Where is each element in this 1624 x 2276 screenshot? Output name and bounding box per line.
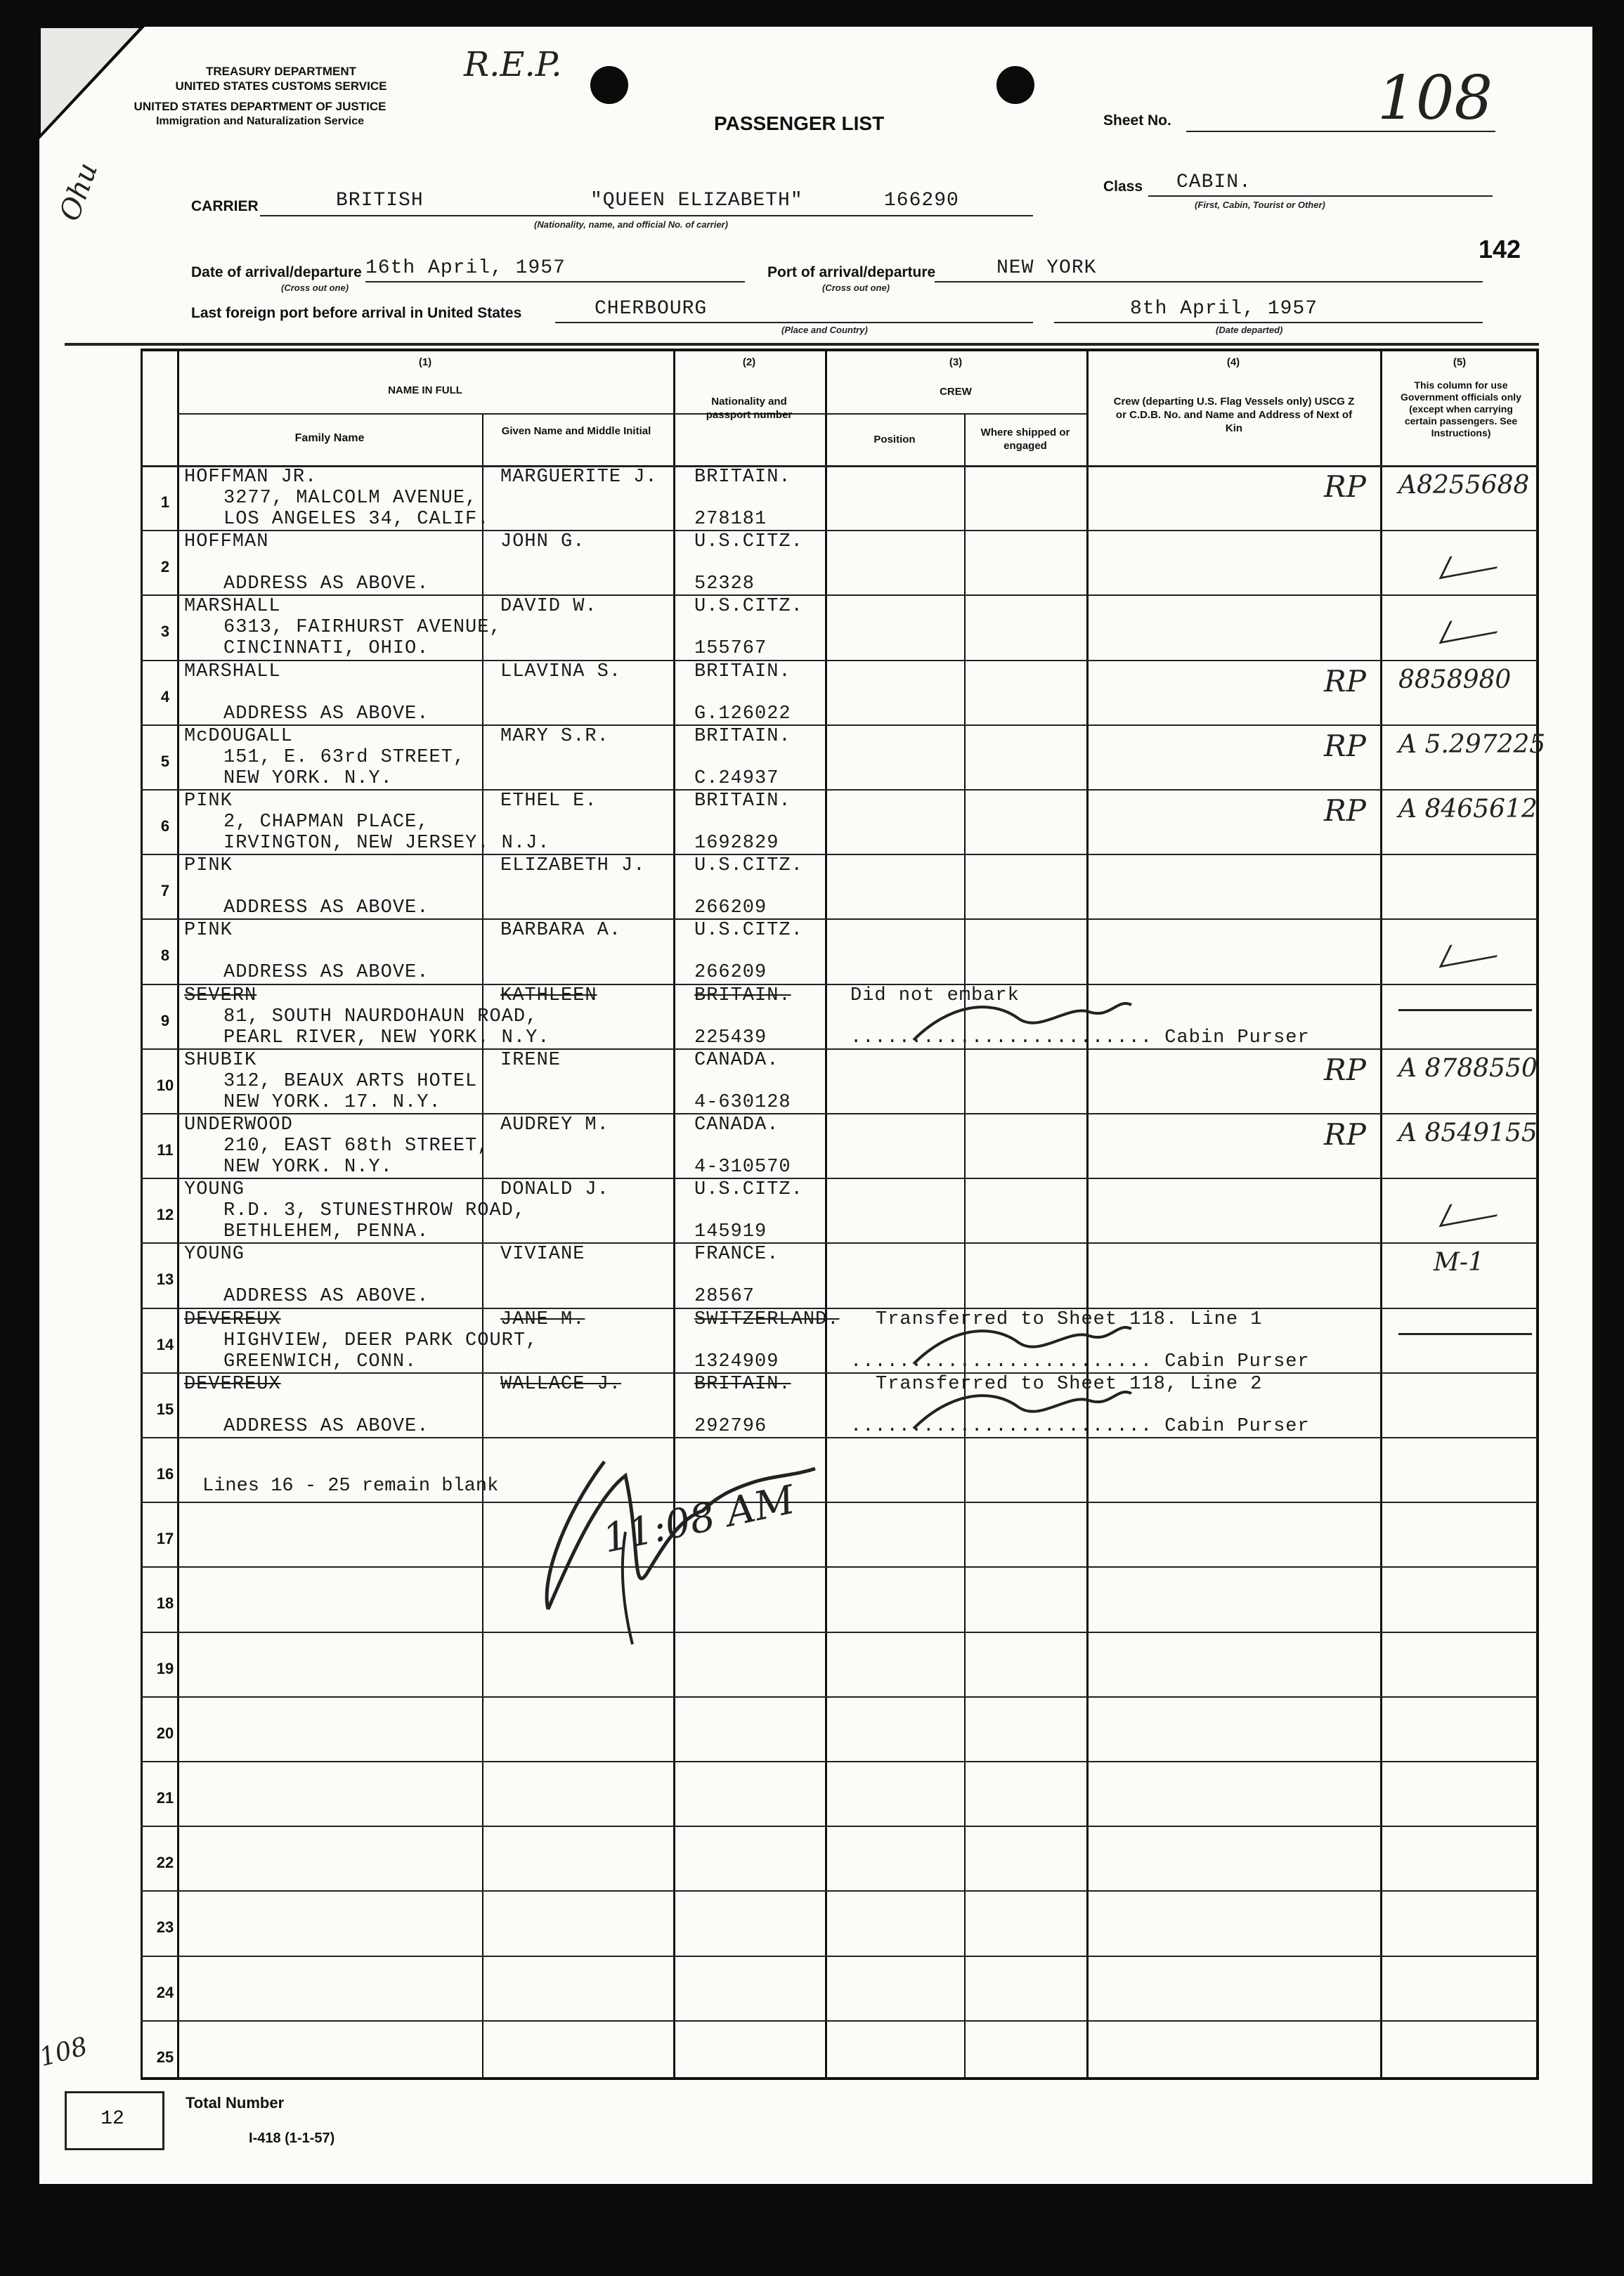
margin-signature: Ohu — [53, 158, 105, 226]
row-number: 25 — [156, 2048, 174, 2066]
given-name: VIVIANE — [500, 1244, 585, 1266]
row-divider — [141, 789, 1539, 791]
agency-line: Immigration and Naturalization Service — [155, 115, 365, 127]
date-value: 16th April, 1957 — [365, 257, 566, 279]
nationality: FRANCE. — [694, 1244, 779, 1266]
date-departed-value: 8th April, 1957 — [1130, 298, 1318, 320]
position-header: Position — [873, 434, 916, 446]
last-port-value: CHERBOURG — [595, 298, 708, 320]
passport-number: 1324909 — [694, 1351, 779, 1372]
dash-mark — [1398, 1009, 1532, 1011]
date-departed-caption: (Date departed) — [1216, 325, 1283, 335]
row-divider — [141, 660, 1539, 661]
row-number: 1 — [160, 493, 170, 511]
rp-mark: RP — [1324, 1052, 1366, 1087]
row-number: 12 — [156, 1206, 174, 1224]
family-name: PINK — [184, 791, 233, 812]
row-number: 8 — [160, 947, 170, 965]
address-line-2: GREENWICH, CONN. — [223, 1351, 417, 1372]
nationality: BRITAIN. — [694, 1373, 791, 1395]
row-divider — [141, 854, 1539, 855]
col-divider — [964, 413, 966, 2080]
port-label: Port of arrival/departure — [767, 264, 936, 280]
col-divider — [673, 349, 675, 2080]
given-name: ELIZABETH J. — [500, 855, 646, 877]
address-line-2: LOS ANGELES 34, CALIF. — [223, 509, 490, 530]
given-name: JOHN G. — [500, 531, 585, 553]
passport-number: G.126022 — [694, 703, 791, 724]
row-number: 11 — [157, 1141, 174, 1159]
passport-number: 266209 — [694, 897, 767, 919]
government-code: A 8549155 — [1398, 1119, 1538, 1147]
family-name: SEVERN — [184, 984, 257, 1006]
row-divider — [141, 984, 1539, 985]
family-name: YOUNG — [184, 1244, 245, 1266]
given-name: WALLACE J. — [500, 1373, 622, 1395]
row-number: 21 — [156, 1789, 174, 1807]
row-divider — [141, 594, 1539, 596]
col4-title: Crew (departing U.S. Flag Vessels only) USCG Z or C.D.B. No. and Name and Address of Next of Kin — [1113, 396, 1355, 434]
col4-number: (4) — [1226, 356, 1240, 368]
margin-number: 108 — [36, 2031, 91, 2073]
purser-signature — [907, 1379, 1138, 1446]
nationality: BRITAIN. — [694, 661, 791, 682]
rp-mark: RP — [1324, 1117, 1366, 1152]
passport-number: C.24937 — [694, 767, 779, 789]
passport-number: 28567 — [694, 1286, 755, 1308]
remark-purser: ......................... Cabin Purser — [850, 1351, 1310, 1372]
address-line-1: 81, SOUTH NAURDOHAUN ROAD, — [223, 1006, 538, 1027]
row-divider — [141, 1372, 1539, 1374]
remark: Transferred to Sheet 118, Line 2 — [876, 1373, 1263, 1395]
date-label: Date of arrival/departure — [191, 264, 362, 280]
row-divider — [141, 530, 1539, 531]
address-line-2: PEARL RIVER, NEW YORK. N.Y. — [223, 1027, 550, 1048]
purser-signature — [907, 1315, 1138, 1381]
header-bottom — [141, 465, 1539, 467]
punch-hole — [590, 66, 628, 104]
family-name-header: Family Name — [294, 432, 365, 444]
row-divider — [141, 1048, 1539, 1050]
col-divider — [1380, 349, 1382, 2080]
row-divider — [141, 1826, 1539, 1827]
total-value: 12 — [100, 2108, 124, 2130]
nationality: BRITAIN. — [694, 984, 791, 1006]
nationality: U.S.CITZ. — [694, 1179, 803, 1201]
agency-line: TREASURY DEPARTMENT — [205, 65, 357, 78]
passport-number: 52328 — [694, 573, 755, 595]
class-caption: (First, Cabin, Tourist or Other) — [1195, 200, 1325, 210]
carrier-nationality: BRITISH — [336, 190, 424, 212]
col-divider — [1086, 349, 1089, 2080]
given-name: BARBARA A. — [500, 920, 622, 942]
row-number: 16 — [156, 1465, 174, 1483]
address-line-2: BETHLEHEM, PENNA. — [223, 1221, 429, 1243]
date-underline — [365, 281, 745, 282]
row-divider — [141, 1178, 1539, 1179]
nationality: BRITAIN. — [694, 467, 791, 488]
address-line-1: 312, BEAUX ARTS HOTEL — [223, 1070, 478, 1092]
class-value: CABIN. — [1176, 171, 1252, 193]
address-line-2: NEW YORK. 17. N.Y. — [223, 1091, 441, 1113]
rp-mark: RP — [1324, 469, 1366, 504]
row-number: 3 — [160, 623, 170, 641]
passport-number: 4-630128 — [694, 1091, 791, 1113]
row-divider — [141, 1113, 1539, 1114]
address-line-1: 6313, FAIRHURST AVENUE, — [223, 617, 502, 639]
government-code: M-1 — [1434, 1248, 1484, 1277]
col2-title: Nationality and passport number — [706, 396, 793, 421]
row-number: 6 — [160, 817, 170, 835]
agency-line: UNITED STATES CUSTOMS SERVICE — [175, 79, 387, 93]
nationality: BRITAIN. — [694, 791, 791, 812]
row-number: 20 — [156, 1724, 174, 1742]
family-name: McDOUGALL — [184, 725, 293, 747]
remark-purser: ......................... Cabin Purser — [850, 1415, 1310, 1437]
address-line-2: ADDRESS AS ABOVE. — [223, 1286, 429, 1308]
passport-number: 155767 — [694, 638, 767, 660]
col3-title: CREW — [940, 386, 972, 398]
dash-mark — [1398, 1333, 1532, 1335]
row-divider — [141, 1308, 1539, 1309]
col1-number: (1) — [418, 356, 432, 368]
row-divider — [141, 1890, 1539, 1892]
given-name: JANE M. — [500, 1308, 585, 1330]
time-stamp: 11:08 AM — [599, 1476, 799, 1563]
family-name: HOFFMAN — [184, 531, 269, 553]
blank-lines-note: Lines 16 - 25 remain blank — [202, 1476, 499, 1497]
family-name: PINK — [184, 855, 233, 877]
row-divider — [141, 724, 1539, 726]
passport-number: 266209 — [694, 962, 767, 984]
row-number: 23 — [156, 1918, 174, 1937]
address-line-1: 2, CHAPMAN PLACE, — [223, 812, 429, 833]
sheet-number: 108 — [1377, 63, 1493, 134]
where-shipped-header: Where shipped or engaged — [980, 427, 1070, 452]
row-number: 14 — [156, 1335, 174, 1353]
row-divider — [141, 1761, 1539, 1762]
nationality: BRITAIN. — [694, 725, 791, 747]
given-name: MARGUERITE J. — [500, 467, 658, 488]
cross-out-caption: (Cross out one) — [281, 282, 349, 293]
row-number: 22 — [156, 1854, 174, 1872]
carrier-label: CARRIER — [191, 198, 259, 214]
passport-number: 278181 — [694, 509, 767, 530]
address-line-2: ADDRESS AS ABOVE. — [223, 897, 429, 919]
header-divider — [177, 413, 1086, 415]
row-number: 17 — [156, 1530, 174, 1548]
family-name: HOFFMAN JR. — [184, 467, 318, 488]
carrier-underline — [260, 215, 1033, 216]
rep-mark: R.E.P. — [464, 45, 562, 84]
family-name: DEVEREUX — [184, 1308, 281, 1330]
given-name: DONALD J. — [500, 1179, 609, 1201]
given-name: IRENE — [500, 1049, 561, 1071]
row-divider — [141, 918, 1539, 920]
last-port-label: Last foreign port before arrival in United States — [191, 305, 522, 321]
given-name: LLAVINA S. — [500, 661, 622, 682]
rp-mark: RP — [1324, 793, 1366, 828]
col3-number: (3) — [949, 356, 963, 368]
sheet-label: Sheet No. — [1103, 112, 1171, 129]
passport-number: 4-310570 — [694, 1157, 791, 1178]
remark: Did not embark — [850, 984, 1020, 1006]
port-value: NEW YORK — [996, 257, 1097, 279]
class-label: Class — [1103, 178, 1143, 195]
passport-number: 225439 — [694, 1027, 767, 1048]
row-divider — [141, 2020, 1539, 2022]
page-stamp: 142 — [1479, 235, 1521, 264]
address-line-1: 3277, MALCOLM AVENUE, — [223, 488, 478, 509]
address-line-2: ADDRESS AS ABOVE. — [223, 1415, 429, 1437]
address-line-2: ADDRESS AS ABOVE. — [223, 962, 429, 984]
inspector-signature — [520, 1433, 843, 1665]
address-line-1: 210, EAST 68th STREET, — [223, 1136, 490, 1157]
form-title: PASSENGER LIST — [714, 112, 885, 134]
government-code: 8858980 — [1398, 665, 1512, 694]
address-line-2: ADDRESS AS ABOVE. — [223, 573, 429, 595]
government-code: A 8465612 — [1398, 795, 1538, 824]
nationality: CANADA. — [694, 1114, 779, 1136]
address-line-1: 151, E. 63rd STREET, — [223, 746, 466, 768]
agency-line: UNITED STATES DEPARTMENT OF JUSTICE — [134, 100, 386, 113]
passport-number: 145919 — [694, 1221, 767, 1243]
row-divider — [141, 1956, 1539, 1957]
row-number: 10 — [156, 1076, 174, 1094]
given-name: KATHLEEN — [500, 984, 597, 1006]
carrier-number: 166290 — [884, 190, 959, 212]
row-number: 9 — [160, 1011, 170, 1029]
row-number: 4 — [160, 687, 170, 705]
address-line-1: HIGHVIEW, DEER PARK COURT, — [223, 1329, 538, 1351]
government-code: A 5.297225 — [1398, 729, 1546, 759]
purser-signature — [907, 991, 1138, 1058]
row-number: 24 — [156, 1983, 174, 2001]
col1-title: NAME IN FULL — [388, 384, 462, 396]
address-line-2: IRVINGTON, NEW JERSEY. N.J. — [223, 833, 550, 854]
place-caption: (Place and Country) — [781, 325, 868, 335]
address-line-1: R.D. 3, STUNESTHROW ROAD, — [223, 1200, 526, 1222]
date-departed-underline — [1054, 322, 1483, 323]
family-name: DEVEREUX — [184, 1373, 281, 1395]
government-code: A8255688 — [1398, 471, 1530, 500]
family-name: SHUBIK — [184, 1049, 257, 1071]
passport-number: 1692829 — [694, 833, 779, 854]
family-name: YOUNG — [184, 1179, 245, 1201]
col5-title: This column for use Government officials only (except when carrying certain passengers. See Instructions) — [1401, 379, 1521, 438]
carrier-name: "QUEEN ELIZABETH" — [590, 190, 803, 212]
port-underline — [935, 281, 1483, 282]
row-divider — [141, 1242, 1539, 1244]
row-number: 19 — [156, 1659, 174, 1677]
row-number: 2 — [160, 558, 170, 576]
last-port-underline — [555, 322, 1033, 323]
total-label: Total Number — [186, 2094, 285, 2112]
row-number: 5 — [160, 752, 170, 770]
col2-number: (2) — [742, 356, 756, 368]
carrier-caption: (Nationality, name, and official No. of carrier) — [534, 219, 728, 230]
rp-mark: RP — [1324, 728, 1366, 763]
family-name: MARSHALL — [184, 596, 281, 618]
family-name: UNDERWOOD — [184, 1114, 293, 1136]
given-name-header: Given Name and Middle Initial — [501, 425, 651, 437]
remark-purser: ......................... Cabin Purser — [850, 1027, 1310, 1048]
government-code: A 8788550 — [1398, 1053, 1538, 1083]
col5-number: (5) — [1453, 356, 1467, 368]
nationality: U.S.CITZ. — [694, 531, 803, 553]
rp-mark: RP — [1324, 663, 1366, 698]
family-name: MARSHALL — [184, 661, 281, 682]
punch-hole — [996, 66, 1034, 104]
cross-out-caption: (Cross out one) — [822, 282, 890, 293]
address-line-2: CINCINNATI, OHIO. — [223, 638, 429, 660]
passport-number: 292796 — [694, 1415, 767, 1437]
col-divider — [825, 349, 827, 2080]
row-divider — [141, 1696, 1539, 1698]
address-line-2: ADDRESS AS ABOVE. — [223, 703, 429, 724]
nationality: CANADA. — [694, 1049, 779, 1071]
given-name: MARY S.R. — [500, 725, 609, 747]
remark: Transferred to Sheet 118. Line 1 — [876, 1308, 1263, 1330]
form-id: I-418 (1-1-57) — [249, 2131, 335, 2146]
nationality: U.S.CITZ. — [694, 855, 803, 877]
given-name: ETHEL E. — [500, 791, 597, 812]
row-number: 7 — [160, 882, 170, 900]
row-number: 18 — [156, 1594, 174, 1613]
nationality: U.S.CITZ. — [694, 596, 803, 618]
row-number: 13 — [156, 1270, 174, 1289]
given-name: AUDREY M. — [500, 1114, 609, 1136]
header-rule — [65, 343, 1539, 346]
address-line-2: NEW YORK. N.Y. — [223, 767, 393, 789]
nationality: SWITZERLAND. — [694, 1308, 840, 1330]
class-underline — [1148, 195, 1493, 197]
address-line-2: NEW YORK. N.Y. — [223, 1157, 393, 1178]
row-number: 15 — [156, 1400, 174, 1418]
family-name: PINK — [184, 920, 233, 942]
col-divider — [482, 413, 483, 2080]
given-name: DAVID W. — [500, 596, 597, 618]
nationality: U.S.CITZ. — [694, 920, 803, 942]
